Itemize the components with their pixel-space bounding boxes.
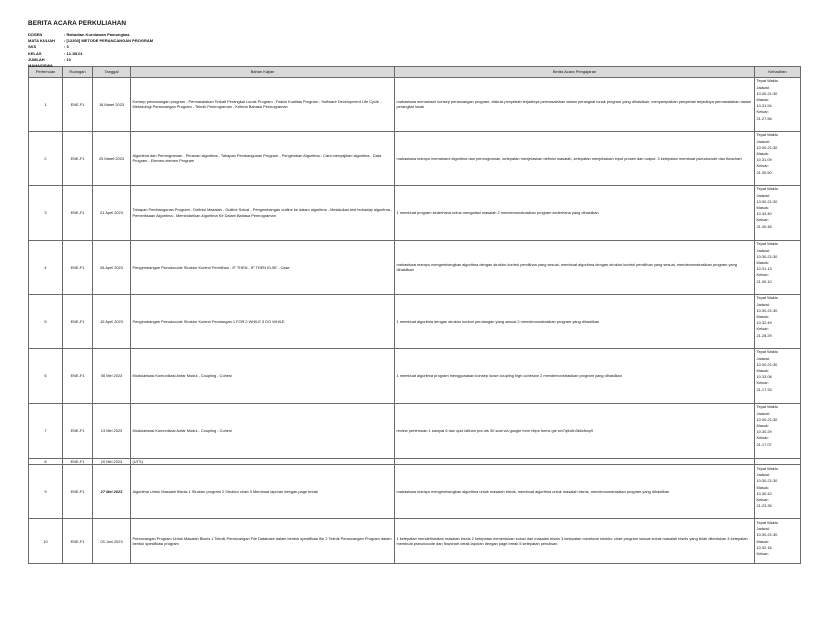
- table-row: [29, 465, 801, 519]
- kehadiran-line: 21.28.29: [756, 332, 772, 338]
- cell-kehadiran: [755, 519, 801, 564]
- berita-acara-table: [28, 66, 801, 565]
- header-kehadiran: Kehadiran: [755, 66, 801, 77]
- cell-ruangan: ENE-F1: [63, 77, 93, 131]
- kehadiran-line: Jadwal:: [756, 84, 770, 90]
- kehadiran-line: Jadwal:: [756, 472, 770, 478]
- cell-tanggal: 20 Mei 2023: [93, 458, 131, 465]
- kehadiran-line: 21.30.10: [756, 278, 772, 284]
- kehadiran-line: Keluar:: [756, 380, 769, 386]
- cell-tanggal: 01 April 2023: [93, 185, 131, 240]
- cell-ruangan: ENE-F1: [63, 294, 93, 348]
- meta-key: SKS: [28, 44, 37, 50]
- kehadiran-line: Jadwal:: [756, 247, 770, 253]
- cell-kehadiran: [755, 403, 801, 458]
- kehadiran-line: Tepat Waktu: [756, 465, 778, 471]
- kehadiran-line: Masuk:: [756, 368, 770, 374]
- meta-value: : [12303] METODE PERANCANGAN PROGRAM: [64, 38, 154, 44]
- kehadiran-line: 21.30.50: [756, 169, 772, 175]
- cell-pertemuan: 4: [29, 240, 63, 294]
- cell-kehadiran: [755, 185, 801, 240]
- kehadiran-line: Jadwal:: [756, 138, 770, 144]
- meta-value: : 12.1B.01: [64, 50, 83, 56]
- cell-kehadiran: [755, 294, 801, 348]
- cell-pertemuan: 7: [29, 403, 63, 458]
- kehadiran-line: 10:30-21:30: [756, 478, 778, 484]
- cell-ruangan: ENE-F1: [63, 458, 93, 465]
- kehadiran-line: 10:30-21:30: [756, 253, 778, 259]
- kehadiran-line: Masuk:: [756, 314, 770, 320]
- cell-kehadiran: [755, 348, 801, 403]
- cell-ruangan: ENE-F1: [63, 465, 93, 519]
- kehadiran-line: 10.31.54: [756, 103, 772, 109]
- cell-berita-acara: mahasiswa mampu mengembangkan algoritma untuk masalah bisnis, membuat algoritma untuk masalah bisnis, mendemonstrasikan program yang dihasilkan: [395, 465, 755, 519]
- meta-key: MATA KULIAH: [28, 38, 56, 44]
- header-bahan-kajian: Bahan Kajian: [131, 66, 395, 77]
- kehadiran-line: 10.32.16: [756, 544, 772, 550]
- kehadiran-line: Keluar:: [756, 272, 769, 278]
- kehadiran-line: Tepat Waktu: [756, 78, 778, 84]
- cell-pertemuan: 1: [29, 77, 63, 131]
- kehadiran-line: -: [756, 459, 758, 465]
- table-row: [29, 131, 801, 185]
- kehadiran-line: Tepat Waktu: [756, 241, 778, 247]
- kehadiran-line: Masuk:: [756, 423, 770, 429]
- table-row: [29, 519, 801, 564]
- cell-berita-acara: mahasiswa memahami konsep perancangan program, diskusi penyebab terjadinya permasalahan dalam perangkat lunak program yang dihasilkan, menyampaikan penyebab terjadinya permasalahan dalam perangkat lunak: [395, 77, 755, 131]
- cell-bahan-kajian: (UTS): [131, 458, 395, 465]
- kehadiran-line: Keluar:: [756, 326, 769, 332]
- kehadiran-line: 10.31.13: [756, 266, 772, 272]
- cell-bahan-kajian: Algoritma Untuk Masalah Bisnis 1 Struktur program 2 Struktur chart 3 Membuat laporan dengan page break: [131, 465, 395, 519]
- cell-berita-acara: 1 membuat algoritma dengan struktur kontrol perulangan yang sesuai 2 mendemonstrasikan program yang dihasilkan: [395, 294, 755, 348]
- meta-value: : Rahadian Kurniawan Pamungkas: [64, 32, 130, 37]
- cell-tanggal: 03 Juni 2023: [93, 519, 131, 564]
- cell-pertemuan: 8: [29, 458, 63, 465]
- cell-bahan-kajian: Modularisasi Komunikasi Antar Modul - Coupling - Cohesi: [131, 348, 395, 403]
- table-header-row: [29, 66, 801, 77]
- kehadiran-line: 10:30-21:30: [756, 361, 778, 367]
- cell-ruangan: ENE-F1: [63, 348, 93, 403]
- meta-value: : 3: [64, 44, 69, 50]
- cell-bahan-kajian: Pengembangan Pseudocode Struktur Kontrol Pemilihan - IF THEN - IF THEN ELSE - Case: [131, 240, 395, 294]
- kehadiran-line: Keluar:: [756, 550, 769, 556]
- meta-jumlah-mahasiswa: [28, 56, 800, 68]
- kehadiran-line: Keluar:: [756, 163, 769, 169]
- kehadiran-line: Masuk:: [756, 97, 770, 103]
- table-row: [29, 348, 801, 403]
- cell-kehadiran: [755, 131, 801, 185]
- header-pertemuan: Pertemuan: [29, 66, 63, 77]
- document: [28, 20, 800, 564]
- kehadiran-line: 21.17.07: [756, 441, 772, 447]
- kehadiran-line: Tepat Waktu: [756, 404, 778, 410]
- kehadiran-line: 10.31.09: [756, 157, 772, 163]
- table-row: [29, 77, 801, 131]
- kehadiran-line: 21.30.46: [756, 223, 772, 229]
- kehadiran-line: Keluar:: [756, 109, 769, 115]
- cell-pertemuan: 10: [29, 519, 63, 564]
- cell-tanggal: 13 Mei 2023: [93, 403, 131, 458]
- cell-berita-acara: review pertemuan 1 sampai 6 dan quiz latihan pra uts 30 soal via google form https forms gle wn7q5x8n3k6c6wp9: [395, 403, 755, 458]
- cell-kehadiran: [755, 465, 801, 519]
- cell-bahan-kajian: Algoritma dan Pemrograman - Peranan algoritma - Tahapan Pembangunan Program - Pengenalan Algoritma - Cara menyajikan algoritma - Data Program - Elemen-elemen Program: [131, 131, 395, 185]
- kehadiran-line: Jadwal:: [756, 355, 770, 361]
- header-berita-acara: Berita Acara Pengajaran: [395, 66, 755, 77]
- header-tanggal: Tanggal: [93, 66, 131, 77]
- kehadiran-line: Tepat Waktu: [756, 186, 778, 192]
- cell-ruangan: ENE-F1: [63, 185, 93, 240]
- kehadiran-line: 10:30-21:30: [756, 198, 778, 204]
- cell-berita-acara: mahasiswa mampu mengembangkan algoritma dengan struktur kontrol pemilihan yang sesuai, membuat algoritma dengan struktur kontrol pemilihan yang sesuai, mendemonstrasikan program yang dihasilkan: [395, 240, 755, 294]
- kehadiran-line: 10.32.49: [756, 320, 772, 326]
- kehadiran-line: Masuk:: [756, 260, 770, 266]
- cell-kehadiran: [755, 240, 801, 294]
- cell-bahan-kajian: Konsep perancangan program - Permasalahan Terkait Perangkat Lunak Program - Faktor Kualitas Program - Software Development Life Cycle - Metodologi Perancangan Program - Teknik Pemrograman - Kriteria Bahasa Pemrograman: [131, 77, 395, 131]
- table-row: [29, 240, 801, 294]
- kehadiran-line: 10:30-21:30: [756, 532, 778, 538]
- kehadiran-line: Tepat Waktu: [756, 132, 778, 138]
- header-ruangan: Ruangan: [63, 66, 93, 77]
- cell-tanggal: 15 April 2023: [93, 294, 131, 348]
- cell-berita-acara: -: [395, 458, 755, 465]
- cell-berita-acara: 1 ketepatan mendefinisikan masalah bisnis 2 ketepatan menentukan solusi dari masalah bisnis 3 ketepatan membuat struktur chart program sesuai solusi masalah bisnis yang telah ditentukan 4 ketepatan membuat pseudocode dan flowchart cetak laporan dengan page break 5 ketepatan penulisan: [395, 519, 755, 564]
- meta-block: [28, 32, 800, 68]
- kehadiran-line: Masuk:: [756, 205, 770, 211]
- cell-ruangan: ENE-F1: [63, 519, 93, 564]
- kehadiran-line: 21.17.33: [756, 386, 772, 392]
- kehadiran-line: Masuk:: [756, 484, 770, 490]
- kehadiran-line: Tepat Waktu: [756, 349, 778, 355]
- document-title: BERITA ACARA PERKULIAHAN: [28, 20, 127, 27]
- cell-ruangan: ENE-F1: [63, 403, 93, 458]
- kehadiran-line: Jadwal:: [756, 192, 770, 198]
- kehadiran-line: 21.23.35: [756, 503, 772, 509]
- meta-key: JUMLAH MAHASISWA: [28, 56, 53, 68]
- cell-tanggal: 06 Mei 2023: [93, 348, 131, 403]
- kehadiran-line: Jadwal:: [756, 301, 770, 307]
- kehadiran-line: 10.30.42: [756, 490, 772, 496]
- table-row: [29, 185, 801, 240]
- cell-pertemuan: 5: [29, 294, 63, 348]
- kehadiran-line: Jadwal:: [756, 410, 770, 416]
- cell-ruangan: ENE-F1: [63, 240, 93, 294]
- kehadiran-line: Masuk:: [756, 538, 770, 544]
- cell-tanggal: 25 Maret 2023: [93, 131, 131, 185]
- meta-value: : 10: [64, 56, 71, 62]
- cell-tanggal: 27 Mei 2023: [93, 465, 131, 519]
- meta-key: KELAS: [28, 50, 42, 56]
- cell-tanggal: 08 April 2023: [93, 240, 131, 294]
- cell-pertemuan: 2: [29, 131, 63, 185]
- cell-bahan-kajian: Pengembangan Pseudocode Struktur Kontrol Perulangan 1 FOR 2 WHILE 3 DO WHILE: [131, 294, 395, 348]
- kehadiran-line: 10:30-21:30: [756, 416, 778, 422]
- cell-pertemuan: 6: [29, 348, 63, 403]
- cell-bahan-kajian: Perancangan Program Untuk Masalah Bisnis 1 Teknik Perancangan File Database dalam bentuk spesifikasi file 2 Teknik Perancangan Program dalam bentuk spesifikasi program: [131, 519, 395, 564]
- kehadiran-line: Tepat Waktu: [756, 519, 778, 525]
- kehadiran-line: 21.27.56: [756, 115, 772, 121]
- kehadiran-line: 10.33.06: [756, 374, 772, 380]
- kehadiran-line: Keluar:: [756, 217, 769, 223]
- kehadiran-line: 10:30-21:30: [756, 307, 778, 313]
- cell-berita-acara: 1 membuat algoritma program menggunakan konsep loose coupling high cohesion 2 mendemonstrasikan program yang dihasilkan: [395, 348, 755, 403]
- kehadiran-line: 10:30-21:30: [756, 90, 778, 96]
- table-body: [29, 77, 801, 564]
- cell-berita-acara: 1 membuat program sederhana untuk mengatasi masalah 2 mendemonstrasikan program sederhana yang dihasilkan: [395, 185, 755, 240]
- cell-bahan-kajian: Modularisasi Komunikasi Antar Modul - Coupling - Cohesi: [131, 403, 395, 458]
- kehadiran-line: Keluar:: [756, 496, 769, 502]
- meta-key: DOSEN: [28, 32, 43, 37]
- kehadiran-line: Masuk:: [756, 151, 770, 157]
- cell-berita-acara: mahasiswa mampu memahami algoritma dan pemrograman, ketepatan menjelaskan definisi masalah, ketepatan menjelaskan input proses dan output. 3 ketepatan membuat pseudocode dan flowchart: [395, 131, 755, 185]
- cell-ruangan: ENE-F1: [63, 131, 93, 185]
- cell-pertemuan: 3: [29, 185, 63, 240]
- cell-kehadiran: [755, 77, 801, 131]
- cell-pertemuan: 9: [29, 465, 63, 519]
- kehadiran-line: Jadwal:: [756, 526, 770, 532]
- table-row: [29, 294, 801, 348]
- cell-bahan-kajian: Tahapan Pembangunan Program - Definisi Masalah - Outline Solusi - Pengembangan outline ke dalam algoritma - Melakukan test terhadap algoritma - Pemeriksaan Algoritma - Memindahkan Algoritma Ke Dalam Bahasa Pemrograman: [131, 185, 395, 240]
- kehadiran-line: 10:30-21:30: [756, 144, 778, 150]
- table-row: [29, 403, 801, 458]
- kehadiran-line: Tepat Waktu: [756, 295, 778, 301]
- kehadiran-line: Keluar:: [756, 435, 769, 441]
- kehadiran-line: 10.30.29: [756, 429, 772, 435]
- kehadiran-line: 10.34.40: [756, 211, 772, 217]
- cell-tanggal: 18 Maret 2023: [93, 77, 131, 131]
